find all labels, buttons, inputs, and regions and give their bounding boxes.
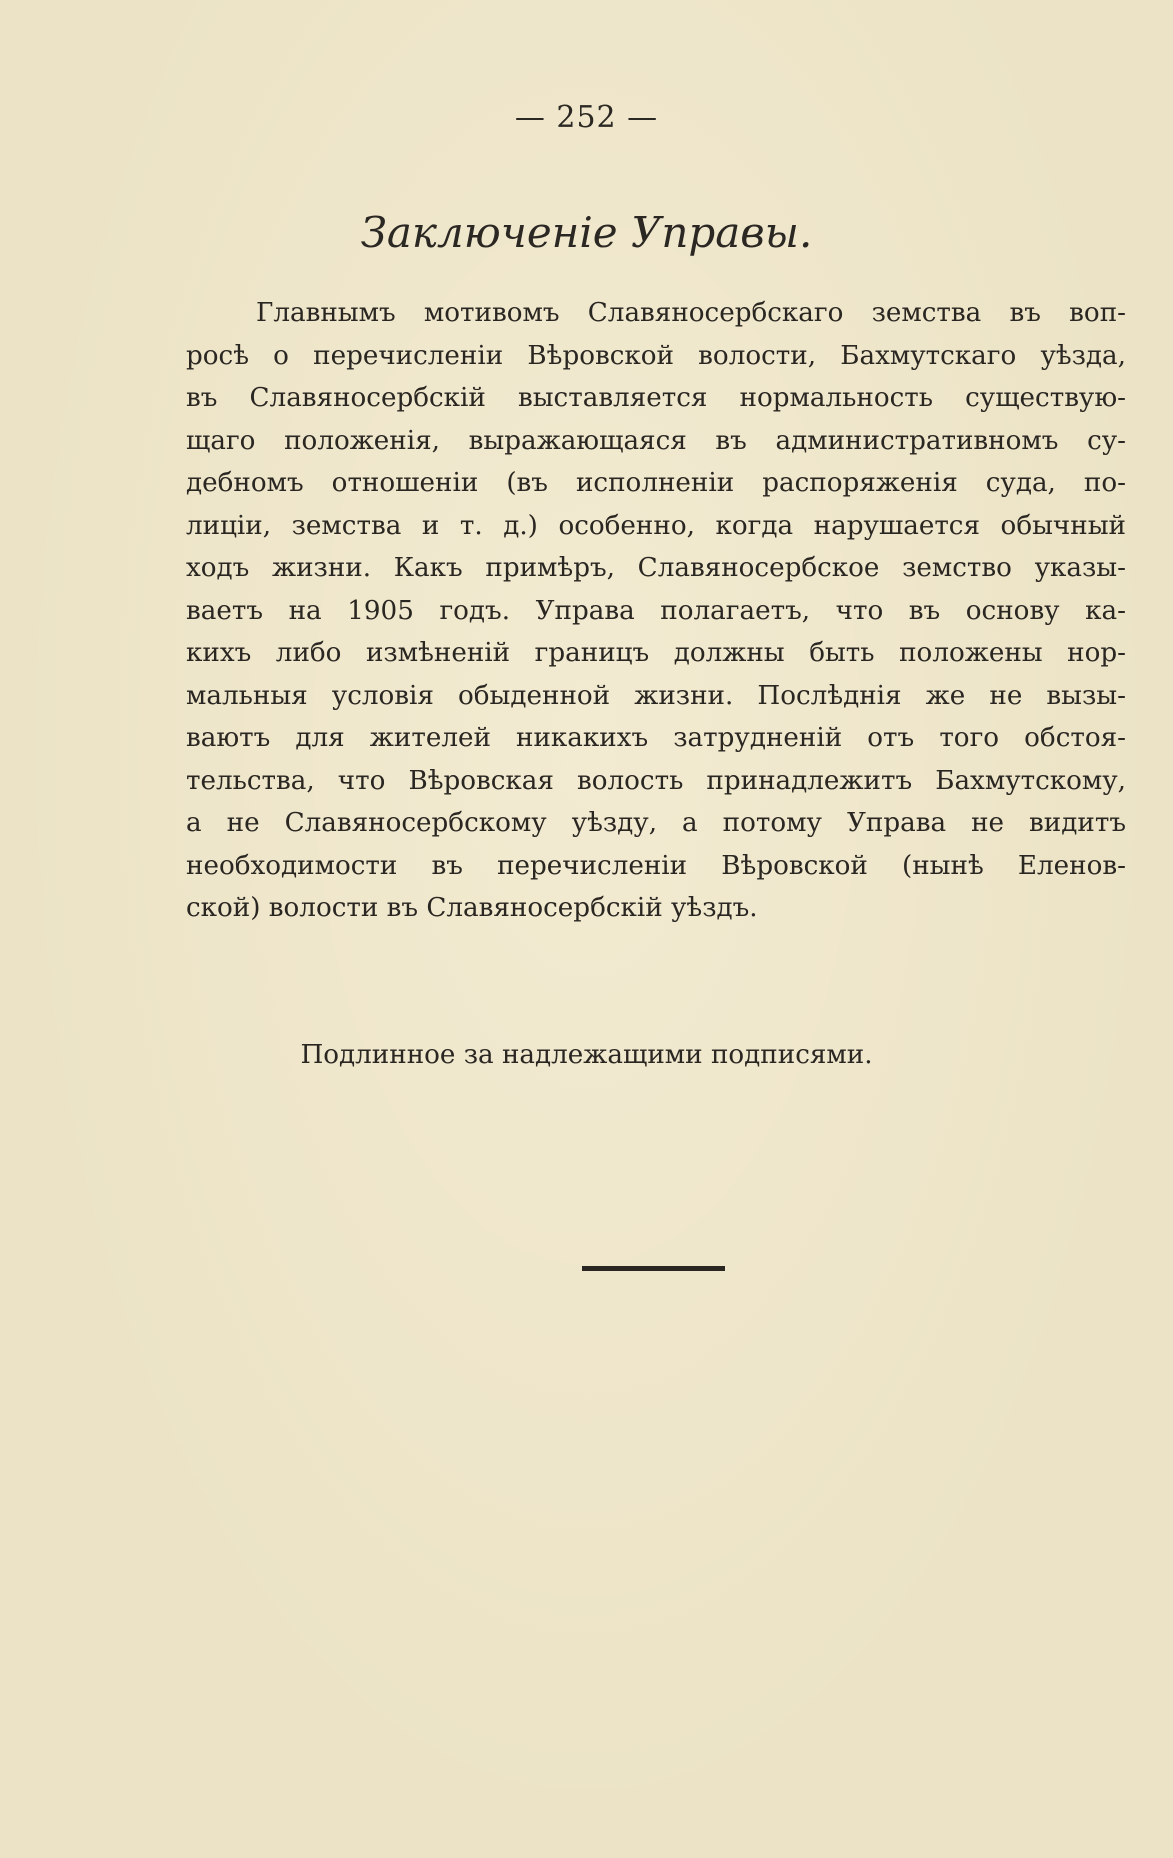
text-line: тельства, что Вѣровская волость принадлежитъ Бахмутскому, <box>186 765 1126 796</box>
text-line: ходъ жизни. Какъ примѣръ, Славяносербское земство указы- <box>186 553 1126 583</box>
text-line: ваютъ для жителей никакихъ затрудненiй отъ того обстоя- <box>186 723 1126 753</box>
text-line: росѣ о перечисленiи Вѣровской волости, Бахмутскаго уѣзда, <box>186 340 1126 371</box>
page-number: — 252 — <box>514 100 659 135</box>
text-line: въ Славяносербскiй выставляется нормальность существую- <box>186 383 1126 413</box>
closing-rule <box>582 1266 725 1271</box>
section-heading: Заключенiе Управы. <box>360 208 813 257</box>
text-line: щаго положенiя, выражающаяся въ административномъ су- <box>186 425 1126 456</box>
text-line: дебномъ отношенiи (въ исполненiи распоряженiя суда, по- <box>186 468 1126 498</box>
text-line: а не Славяносербскому уѣзду, а потому Управа не видитъ <box>186 808 1126 838</box>
text-line: кихъ либо измѣненiй границъ должны быть положены нор- <box>186 638 1126 668</box>
text-line: Главнымъ мотивомъ Славяносербскаго земства въ воп- <box>256 298 1126 328</box>
signature-note: Подлинное за надлежащими подписями. <box>300 1040 873 1070</box>
text-line: лицiи, земства и т. д.) особенно, когда нарушается обычный <box>186 510 1126 541</box>
text-line: ской) волости въ Славяносербскiй уѣздъ. <box>186 893 758 923</box>
text-line: ваетъ на 1905 годъ. Управа полагаетъ, что въ основу ка- <box>186 595 1126 626</box>
body-paragraph <box>186 292 1126 930</box>
text-line: необходимости въ перечисленiи Вѣровской (нынѣ Еленов- <box>186 850 1126 881</box>
text-line: мальныя условiя обыденной жизни. Послѣднiя же не вызы- <box>186 680 1126 711</box>
